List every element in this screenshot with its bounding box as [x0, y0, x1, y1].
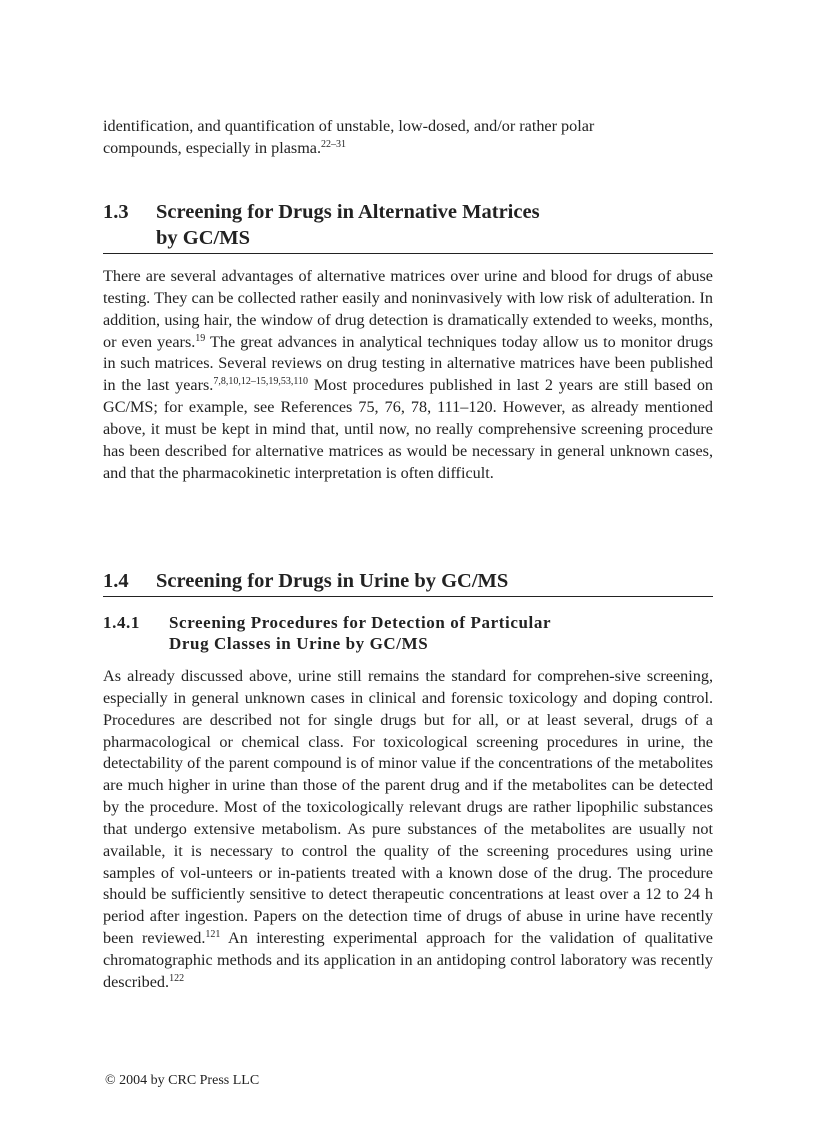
- section-1-3-heading: [103, 199, 713, 254]
- paragraph-text: Most procedures published in last 2 years are still based on GC/MS; for example, see References 75, 76, 78, 111–120. However, as already mentioned above, it must be kept in mind that, until now, no really comprehensive screening procedure has been described for alternative matrices as would be necessary in general unknown cases, and that the pharmacokinetic interpretation is often difficult.: [103, 376, 714, 482]
- subsection-title-line-1: Screening Procedures for Detection of Particular: [169, 613, 552, 632]
- paragraph-text: As already discussed above, urine still remains the standard for comprehen-sive screening, especially in general unknown cases in clinical and forensic toxicology and doping control. Procedures are described not for single drugs but for all, or at least several, drugs of a pharmacological or chemical class. For toxicological screening procedures in urine, the detectability of the parent compound is of minor value if the concentrations of the metabolites are much higher in urine than those of the parent drug and if the metabolites can be detected by the procedure. Most of the toxicologically relevant drugs are rather lipophilic substances that undergo extensive metabolism. As pure substances of the metabolites are usually not available, it is necessary to control the quality of the screening procedures using urine samples of vol-unteers or in-patients treated with a known dose of the drug. The procedure should be sufficiently sensitive to detect therapeutic concentrations at least over a 12 to 24 h period after ingestion. Papers on the detection time of drugs of abuse in urine have recently been reviewed.: [103, 667, 713, 948]
- citation-ref: 22–31: [321, 138, 347, 150]
- subsection-number: 1.4.1: [103, 613, 140, 632]
- section-number: 1.3: [103, 201, 129, 223]
- section-title: Screening for Drugs in Urine by GC/MS: [156, 570, 509, 592]
- subsection-title-line-2: Drug Classes in Urine by GC/MS: [169, 634, 429, 653]
- subsection-1-4-1-heading: [103, 612, 713, 654]
- citation-ref: 19: [195, 332, 206, 344]
- section-number: 1.4: [103, 570, 129, 592]
- paragraph-text: The great advances in analytical techniques today allow us to monitor drugs in such matrices. Several reviews on drug testing in alternative matrices have been published in the last years.: [103, 332, 713, 395]
- continuation-line-1: identification, and quantification of unstable, low-dosed, and/or rather polar: [103, 117, 595, 135]
- paragraph-text: There are several advantages of alternative matrices over urine and blood for drugs of abuse testing. They can be collected rather easily and noninvasively with low risk of adulteration. In addition, using hair, the window of drug detection is dramatically extended to weeks, months, or even years.: [103, 267, 713, 351]
- paragraph-text: An interesting experimental approach for the validation of qualitative chromatographic methods and its application in an antidoping control laboratory was recently described.: [103, 929, 713, 991]
- continuation-paragraph: [103, 116, 713, 160]
- section-title-line-2: by GC/MS: [156, 227, 250, 249]
- citation-ref: 122: [169, 972, 185, 984]
- copyright-footer: © 2004 by CRC Press LLC: [105, 1073, 260, 1088]
- citation-ref: 7,8,10,12–15,19,53,110: [213, 376, 308, 388]
- section-1-3-paragraph: [103, 266, 713, 484]
- subsection-1-4-1-paragraph: [103, 666, 713, 994]
- citation-ref: 121: [205, 929, 221, 941]
- continuation-line-2: compounds, especially in plasma.: [103, 138, 322, 157]
- section-title-line-1: Screening for Drugs in Alternative Matrices: [156, 201, 540, 223]
- section-1-4-heading: [103, 568, 713, 597]
